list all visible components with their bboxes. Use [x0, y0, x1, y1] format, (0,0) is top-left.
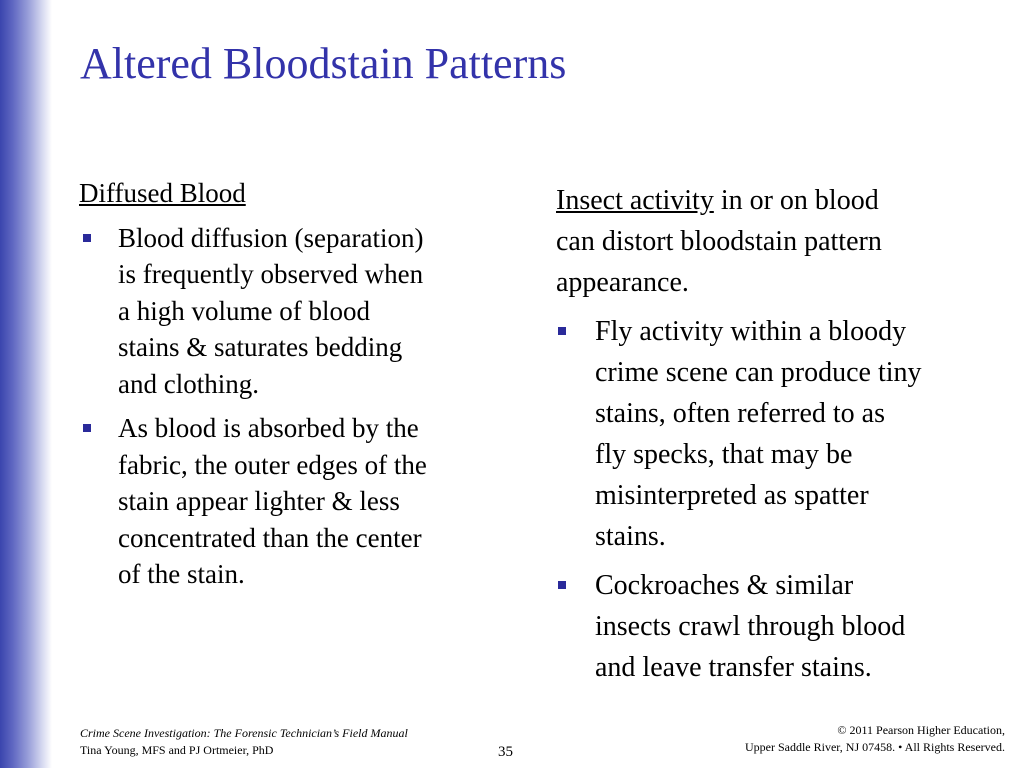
bullet-line: stains, often referred to as [595, 398, 885, 429]
bullet-line: As blood is absorbed by the [118, 413, 419, 443]
bullet-line: Cockroaches & similar [595, 570, 854, 601]
lead-line: appearance. [556, 267, 689, 298]
bullet-line: crime scene can produce tiny [595, 357, 922, 388]
bullet-line: and clothing. [118, 368, 259, 399]
right-bullet-2 [556, 565, 922, 688]
left-heading: Diffused Blood [79, 178, 246, 208]
lead-first-line [556, 180, 922, 221]
bullet-line: of the stain. [118, 559, 245, 589]
footer-copyright-line: © 2011 Pearson Higher Education, [837, 723, 1005, 737]
footer-citation [80, 725, 408, 759]
page-number: 35 [498, 744, 513, 760]
left-bullet-2 [79, 410, 427, 593]
square-bullet-icon [83, 424, 91, 432]
bullet-line: a high volume of blood [118, 295, 370, 326]
lead-first-line-rest: in or on blood [713, 185, 879, 216]
bullet-line: Blood diffusion (separation) [118, 222, 424, 253]
square-bullet-icon [558, 581, 566, 589]
square-bullet-icon [558, 327, 566, 335]
bullet-line: Fly activity within a bloody [595, 316, 907, 347]
bullet-line: misinterpreted as spatter [595, 480, 869, 511]
footer-address: Upper Saddle River, NJ 07458. • All Rights Reserved. [744, 740, 1005, 754]
insect-activity-term: Insect activity [556, 185, 714, 216]
right-lead-paragraph [556, 180, 922, 303]
bullet-line: concentrated than the center [118, 522, 422, 553]
bullet-line: is frequently observed when [118, 259, 424, 289]
bullet-line: insects crawl through blood [595, 611, 906, 642]
bullet-line: stains. [595, 521, 666, 552]
footer-authors: Tina Young, MFS and PJ Ortmeier, PhD [80, 743, 274, 757]
square-bullet-icon [83, 234, 91, 242]
left-column [79, 175, 427, 593]
bullet-line: and leave transfer stains. [595, 652, 872, 683]
right-column [556, 180, 922, 688]
bullet-line: stain appear lighter & less [118, 486, 400, 516]
left-bullet-1 [79, 220, 427, 403]
slide-title: Altered Bloodstain Patterns [80, 39, 567, 88]
side-gradient-bar [0, 0, 52, 768]
footer-copyright [745, 722, 1005, 756]
footer-book-title: Crime Scene Investigation: The Forensic Technician’s Field Manual [80, 726, 408, 740]
bullet-line: fly specks, that may be [595, 439, 853, 470]
lead-line: can distort bloodstain pattern [556, 226, 882, 257]
right-bullet-1 [556, 311, 922, 557]
bullet-line: fabric, the outer edges of the [118, 449, 427, 480]
bullet-line: stains & saturates bedding [118, 332, 403, 362]
